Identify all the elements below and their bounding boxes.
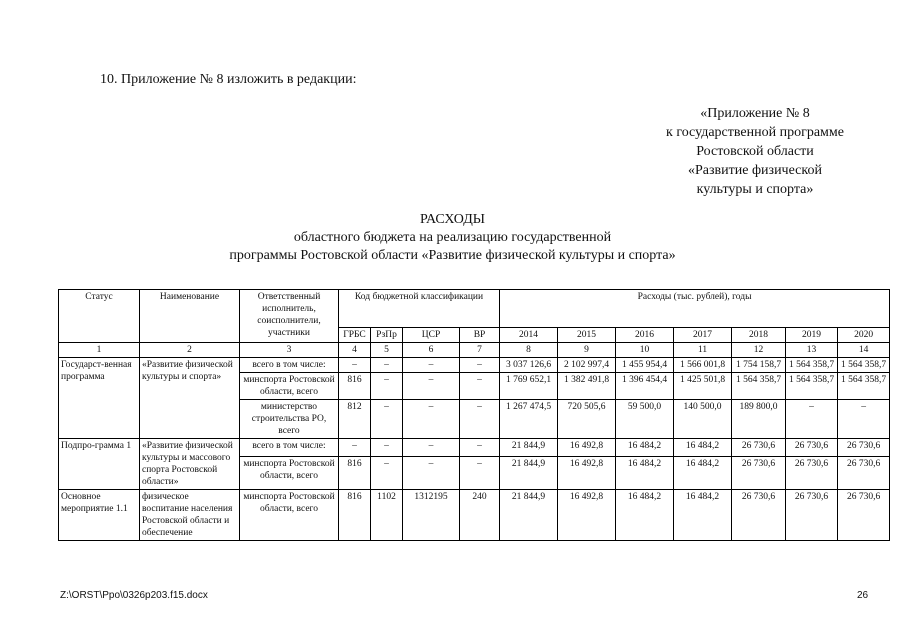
column-number: 7 [460,343,500,358]
row-rzpr: – [371,358,403,373]
row-rzpr: 1102 [371,490,403,541]
column-number: 12 [732,343,786,358]
table-row [59,358,890,373]
title-line: областного бюджета на реализацию государственной [293,230,612,245]
row-name: физическое воспитание населения Ростовской области и обеспечение [140,490,240,541]
column-number: 8 [500,343,558,358]
row-executor: минспорта Ростовской области, всего [240,457,339,490]
row-grbs: – [339,358,371,373]
row-status: Подпро-грамма 1 [59,439,140,490]
row-year-value: 1 769 652,1 [500,373,558,400]
row-status: Основное мероприятие 1.1 [59,490,140,541]
row-year-value: 26 730,6 [838,439,890,457]
document-title [0,211,905,265]
row-vr: 240 [460,490,500,541]
row-year-value: 21 844,9 [500,439,558,457]
row-year-value: 1 564 358,7 [838,373,890,400]
row-year-value: 720 505,6 [558,400,616,439]
row-status: Государст-венная программа [59,358,140,439]
page-number: 26 [857,590,869,601]
header-year: 2019 [786,328,838,343]
row-rzpr: – [371,439,403,457]
annex-line: культуры и спорта» [696,182,814,197]
row-year-value: 1 754 158,7 [732,358,786,373]
row-rzpr: – [371,373,403,400]
row-grbs: 816 [339,457,371,490]
row-year-value: 26 730,6 [838,457,890,490]
column-number: 4 [339,343,371,358]
column-number: 1 [59,343,140,358]
column-number: 11 [674,343,732,358]
row-executor: всего в том числе: [240,358,339,373]
row-year-value: – [838,400,890,439]
row-rzpr: – [371,457,403,490]
row-year-value: 1 564 358,7 [838,358,890,373]
row-year-value: 16 484,2 [616,490,674,541]
table-row [59,439,890,457]
row-executor: минспорта Ростовской области, всего [240,373,339,400]
row-year-value: 26 730,6 [786,439,838,457]
header-year: 2016 [616,328,674,343]
title-line: РАСХОДЫ [420,212,485,227]
column-number: 9 [558,343,616,358]
row-year-value: 26 730,6 [838,490,890,541]
row-year-value: – [786,400,838,439]
table-row [59,490,890,541]
row-grbs: 816 [339,490,371,541]
row-year-value: 26 730,6 [732,457,786,490]
column-number: 10 [616,343,674,358]
column-number: 2 [140,343,240,358]
row-year-value: 16 484,2 [616,439,674,457]
annex-line: Ростовской области [696,144,814,159]
row-csr: – [403,373,460,400]
header-year: 2020 [838,328,890,343]
row-csr: – [403,439,460,457]
column-number: 5 [371,343,403,358]
row-vr: – [460,358,500,373]
annex-line: к государственной программе [666,125,844,140]
header-year: 2014 [500,328,558,343]
intro-text: 10. Приложение № 8 изложить в редакции: [100,72,357,87]
header-year: 2017 [674,328,732,343]
column-number-row [59,343,890,358]
row-executor: министерство строительства РО, всего [240,400,339,439]
row-year-value: 1 564 358,7 [786,373,838,400]
row-year-value: 1 382 491,8 [558,373,616,400]
row-year-value: 21 844,9 [500,490,558,541]
row-rzpr: – [371,400,403,439]
row-year-value: 26 730,6 [786,457,838,490]
header-expenses: Расходы (тыс. рублей), годы [500,290,890,328]
column-number: 6 [403,343,460,358]
row-year-value: 16 484,2 [674,457,732,490]
row-year-value: 16 492,8 [558,490,616,541]
row-year-value: 1 425 501,8 [674,373,732,400]
header-name: Наименование [140,290,240,343]
row-csr: 1312195 [403,490,460,541]
header-code: Код бюджетной классификации [339,290,500,328]
expenses-table [58,289,890,541]
row-executor: минспорта Ростовской области, всего [240,490,339,541]
row-year-value: 140 500,0 [674,400,732,439]
row-year-value: 16 492,8 [558,439,616,457]
row-csr: – [403,400,460,439]
row-year-value: 21 844,9 [500,457,558,490]
row-name: «Развитие физической культуры и массового спорта Ростовской области» [140,439,240,490]
row-csr: – [403,358,460,373]
header-status: Статус [59,290,140,343]
table-body [59,358,890,541]
row-year-value: 16 484,2 [616,457,674,490]
row-year-value: 1 396 454,4 [616,373,674,400]
header-vr: ВР [460,328,500,343]
row-vr: – [460,400,500,439]
row-vr: – [460,457,500,490]
row-year-value: 3 037 126,6 [500,358,558,373]
row-vr: – [460,439,500,457]
column-number: 14 [838,343,890,358]
header-year: 2018 [732,328,786,343]
row-grbs: 812 [339,400,371,439]
annex-line: «Развитие физической [688,163,822,178]
row-year-value: 26 730,6 [732,439,786,457]
row-year-value: 16 484,2 [674,439,732,457]
column-number: 13 [786,343,838,358]
row-year-value: 26 730,6 [786,490,838,541]
header-rzpr: РзПр [371,328,403,343]
row-year-value: 59 500,0 [616,400,674,439]
row-executor: всего в том числе: [240,439,339,457]
row-vr: – [460,373,500,400]
row-csr: – [403,457,460,490]
header-grbs: ГРБС [339,328,371,343]
row-year-value: 16 484,2 [674,490,732,541]
title-line: программы Ростовской области «Развитие физической культуры и спорта» [229,248,676,263]
header-executor: Ответственный исполнитель, соисполнители, участники [240,290,339,343]
row-year-value: 2 102 997,4 [558,358,616,373]
row-name: «Развитие физической культуры и спорта» [140,358,240,439]
header-csr: ЦСР [403,328,460,343]
annex-line: «Приложение № 8 [700,106,810,121]
annex-caption [620,104,890,199]
row-year-value: 1 267 474,5 [500,400,558,439]
row-grbs: – [339,439,371,457]
row-year-value: 1 564 358,7 [732,373,786,400]
row-year-value: 26 730,6 [732,490,786,541]
column-number: 3 [240,343,339,358]
header-year: 2015 [558,328,616,343]
row-year-value: 16 492,8 [558,457,616,490]
row-year-value: 189 800,0 [732,400,786,439]
footer-file-path: Z:\ORST\Ppo\0326p203.f15.docx [60,590,208,601]
row-grbs: 816 [339,373,371,400]
row-year-value: 1 564 358,7 [786,358,838,373]
row-year-value: 1 455 954,4 [616,358,674,373]
row-year-value: 1 566 001,8 [674,358,732,373]
